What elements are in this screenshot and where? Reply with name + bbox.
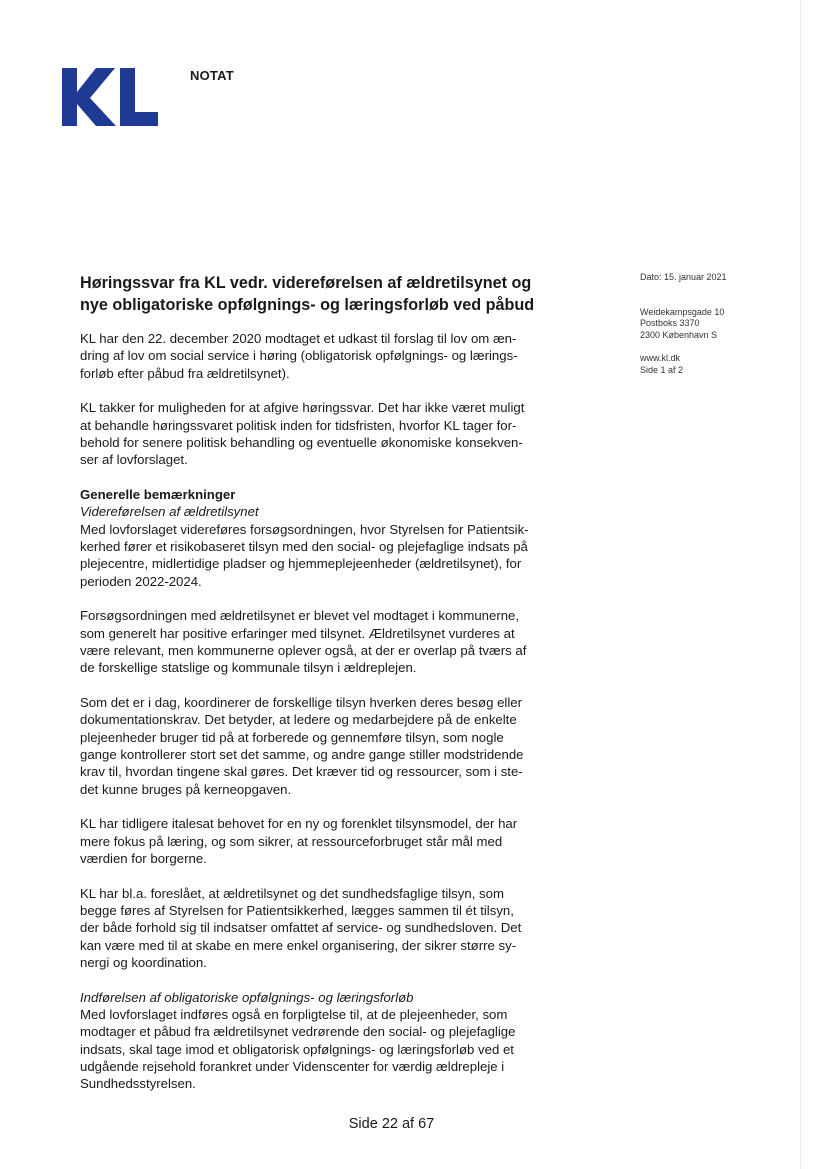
text-line: kerhed fører et risikobaseret tilsyn med den social- og plejefaglige indsats på	[80, 538, 528, 554]
document-body	[80, 272, 545, 1110]
section-heading: Generelle bemærkninger	[80, 487, 236, 503]
text-line: plejeenheder bruger tid på at forberede og gennemføre tilsyn, som nogle	[80, 729, 504, 745]
subsection-heading: Videreførelsen af ældretilsynet	[80, 504, 259, 520]
document-type-label: NOTAT	[190, 68, 234, 83]
text-line: KL har tidligere italesat behovet for en ny og forenklet tilsynsmodel, der har	[80, 816, 518, 832]
address-line: 2300 København S	[640, 329, 718, 340]
sidebar-info	[640, 272, 790, 376]
text-line: Som det er i dag, koordinerer de forskellige tilsyn hverken deres besøg eller	[80, 695, 523, 711]
text-line: være relevant, men kommunerne oplever også, at der er overlap på tværs af	[80, 642, 527, 658]
text-line: behold for senere politisk behandling og eventuelle økonomiske konsekven-	[80, 434, 523, 450]
paragraph	[80, 815, 545, 867]
paragraph	[80, 399, 545, 468]
page-number: Side 22 af 67	[348, 1116, 435, 1132]
text-line: forløb efter påbud fra ældretilsynet).	[80, 365, 290, 381]
text-line: KL takker for muligheden for at afgive høringssvar. Det har ikke været muligt	[80, 400, 525, 416]
paragraph	[80, 486, 545, 590]
text-line: der både forhold sig til indsatser omfattet af service- og sundhedsloven. Det	[80, 920, 522, 936]
kl-logo	[62, 68, 158, 126]
text-line: de forskellige statslige og kommunale tilsyn i ældreplejen.	[80, 660, 417, 676]
text-line: KL har den 22. december 2020 modtaget et udkast til forslag til lov om æn-	[80, 331, 517, 346]
text-line: dring af lov om social service i høring (obligatorisk opfølgnings- og lærings-	[80, 348, 518, 364]
text-line: som generelt har positive erfaringer med tilsynet. Ældretilsynet vurderes at	[80, 625, 515, 641]
paragraph	[80, 330, 545, 382]
address-line: Weidekampsgade 10	[640, 306, 725, 317]
page-edge	[800, 0, 801, 1169]
meta-block	[640, 353, 790, 376]
paragraphs	[80, 330, 545, 1092]
title-line: Høringssvar fra KL vedr. videreførelsen af ældretilsynet og	[80, 274, 532, 292]
document-date: Dato: 15. januar 2021	[640, 272, 727, 282]
text-line: udgående rejsehold forankret under Videnscenter for værdig ældrepleje i	[80, 1058, 505, 1074]
text-line: Sundhedsstyrelsen.	[80, 1076, 196, 1092]
text-line: Med lovforslaget indføres også en forpligtelse til, at de plejeenheder, som	[80, 1007, 508, 1022]
paragraph	[80, 607, 545, 676]
text-line: at behandle høringssvaret politisk inden for tidsfristen, hvorfor KL tager for-	[80, 417, 517, 433]
paragraph	[80, 989, 545, 1093]
text-line: ser af lovforslaget.	[80, 452, 188, 468]
text-line: Med lovforslaget videreføres forsøgsordningen, hvor Styrelsen for Patientsik-	[80, 521, 529, 537]
text-line: mere fokus på læring, og som sikrer, at ressourceforbruget står mål med	[80, 833, 503, 849]
text-line: modtager et påbud fra ældretilsynet vedrørende den social- og plejefaglige	[80, 1024, 516, 1040]
subsection-heading: Indførelsen af obligatoriske opfølgnings- og læringsforløb	[80, 989, 414, 1005]
text-line: krav til, hvordan tingene skal gøres. Det kræver tid og ressourcer, som i ste-	[80, 764, 523, 780]
text-line: kan være med til at skabe en mere enkel organisering, der sikrer større sy-	[80, 937, 517, 953]
text-line: nergi og koordination.	[80, 954, 207, 970]
text-line: KL har bl.a. foreslået, at ældretilsynet og det sundhedsfaglige tilsyn, som	[80, 885, 504, 901]
text-line: perioden 2022-2024.	[80, 573, 202, 589]
text-line: værdien for borgerne.	[80, 850, 207, 866]
document-title	[80, 272, 545, 316]
title-line: nye obligatoriske opfølgnings- og læringsforløb ved påbud	[80, 296, 535, 314]
website-link[interactable]: www.kl.dk	[640, 353, 681, 363]
paragraph	[80, 694, 545, 798]
text-line: indsats, skal tage imod et obligatorisk opfølgnings- og læringsforløb ved et	[80, 1041, 514, 1057]
sidebar-page-label: Side 1 af 2	[640, 364, 684, 375]
text-line: det kunne bruges på kerneopgaven.	[80, 781, 292, 797]
text-line: Forsøgsordningen med ældretilsynet er blevet vel modtaget i kommunerne,	[80, 608, 520, 624]
address-line: Postboks 3370	[640, 318, 700, 328]
address-block	[640, 307, 790, 342]
text-line: plejecentre, midlertidige pladser og hjemmeplejeenheder (ældretilsynet), for	[80, 556, 522, 572]
text-line: begge føres af Styrelsen for Patientsikkerhed, lægges sammen til ét tilsyn,	[80, 903, 514, 919]
text-line: gange kontrollerer stort set det samme, og andre gange stiller modstridende	[80, 746, 524, 762]
text-line: dokumentationskrav. Det betyder, at ledere og medarbejdere på de enkelte	[80, 712, 517, 728]
paragraph	[80, 885, 545, 971]
